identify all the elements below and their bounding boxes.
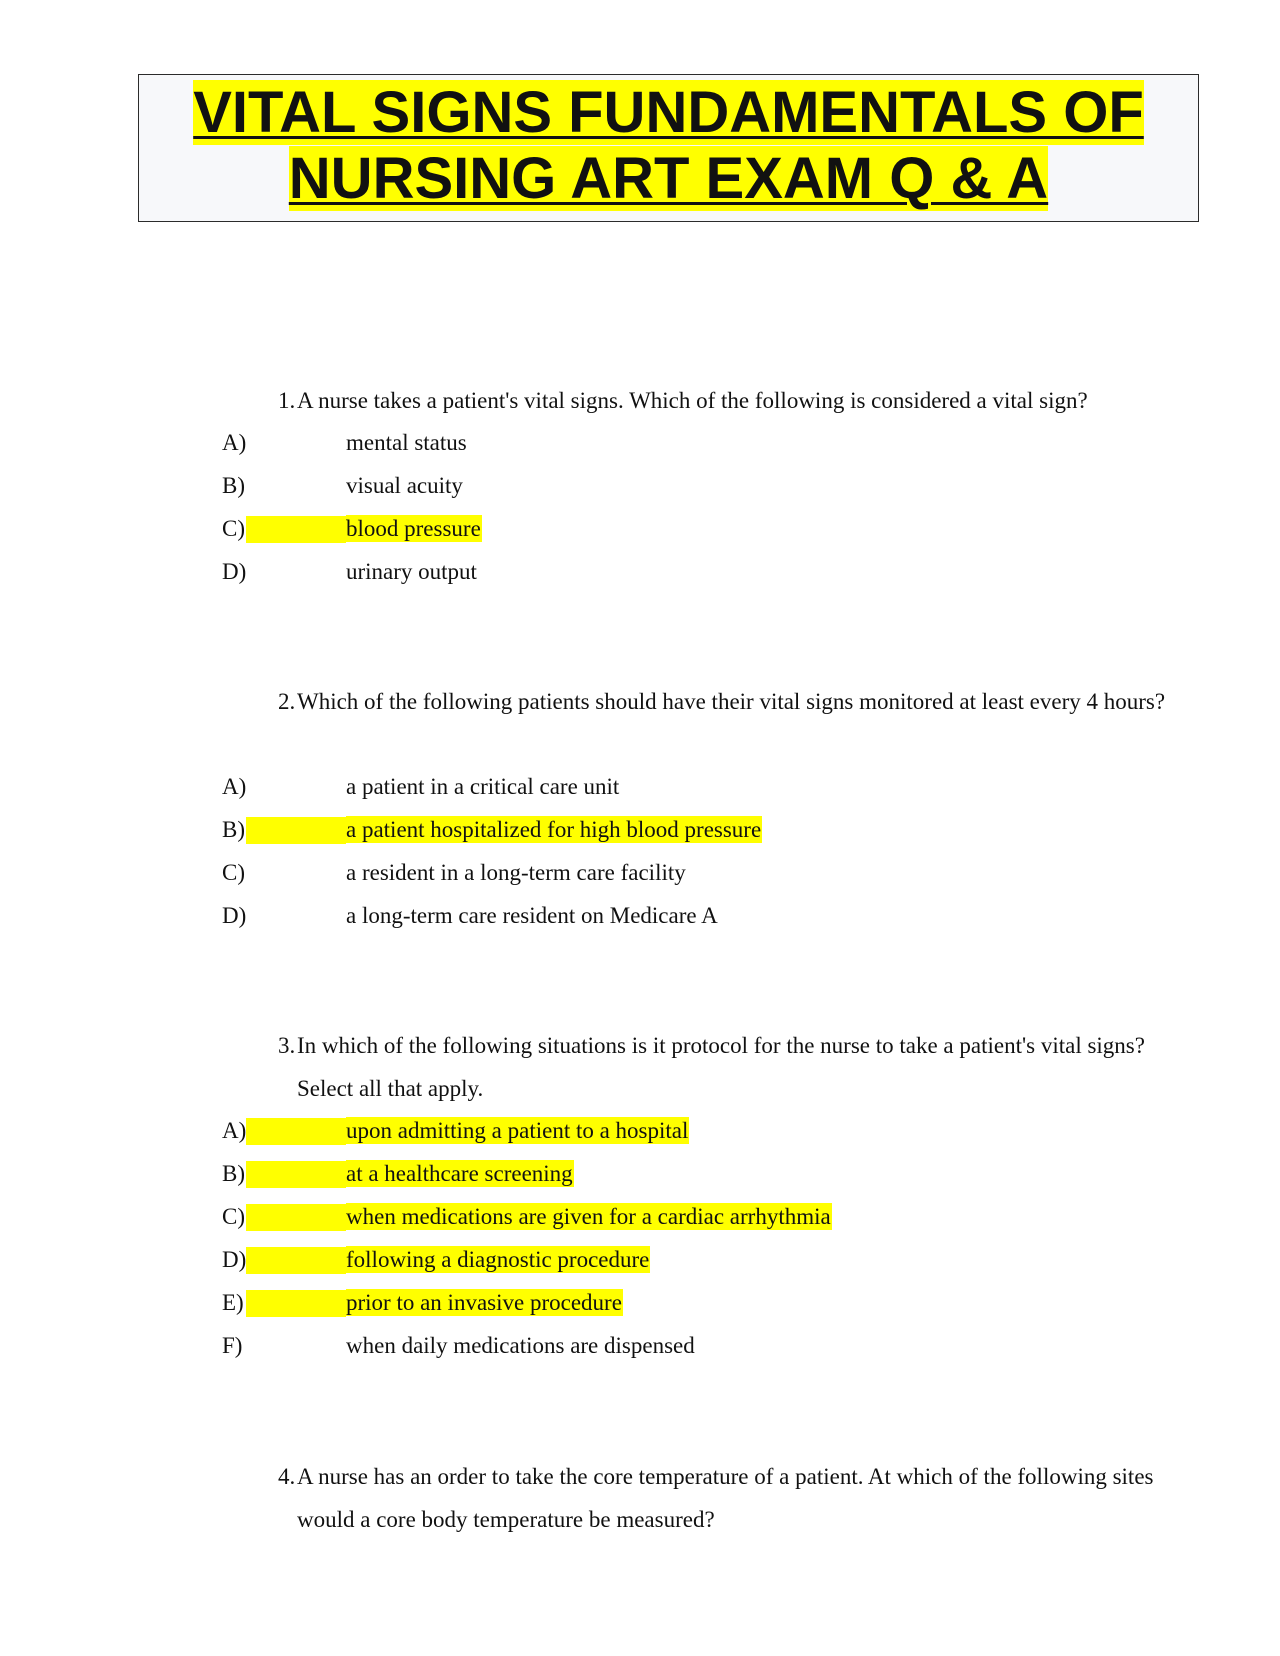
question-2-option-c (0, 851, 1280, 894)
option-letter: E) (222, 1281, 244, 1324)
question-2-option-b-answer (0, 808, 1280, 851)
question-3-option-c-answer (0, 1195, 1280, 1238)
question-1-option-b (0, 464, 1280, 507)
option-letter: B) (222, 808, 245, 851)
document-title-line-1: VITAL SIGNS FUNDAMENTALS OF (193, 80, 1144, 145)
document-title-line-2: NURSING ART EXAM Q & A (288, 146, 1049, 211)
question-2-text (278, 680, 1188, 723)
question-1-text (278, 379, 1188, 422)
question-3-option-a-answer (0, 1109, 1280, 1152)
question-number: 4. (278, 1464, 296, 1489)
question-prompt: In which of the following situations is it protocol for the nurse to take a patient's vital signs? Select all that apply. (297, 1033, 1145, 1101)
option-text: upon admitting a patient to a hospital (346, 1118, 689, 1143)
option-letter: B) (222, 1152, 245, 1195)
question-3-option-d-answer (0, 1238, 1280, 1281)
option-letter: F) (222, 1333, 243, 1358)
option-letter: C) (222, 860, 245, 885)
option-letter: A) (222, 430, 247, 455)
option-text: when medications are given for a cardiac arrhythmia (346, 1204, 831, 1229)
question-1-option-d (0, 550, 1280, 593)
option-text: mental status (346, 430, 467, 455)
option-text: prior to an invasive procedure (346, 1290, 622, 1315)
question-3-option-b-answer (0, 1152, 1280, 1195)
document-title-box (138, 74, 1199, 222)
option-text: at a healthcare screening (346, 1161, 573, 1186)
question-prompt: A nurse has an order to take the core temperature of a patient. At which of the following sites would a core body temperature be measured? (297, 1464, 1154, 1532)
option-letter: D) (222, 559, 247, 584)
option-text: a patient in a critical care unit (346, 774, 620, 799)
question-2-option-a (0, 765, 1280, 808)
option-letter: C) (222, 507, 245, 550)
question-number: 1. (278, 388, 296, 413)
option-letter: D) (222, 1238, 246, 1281)
option-letter: A) (222, 774, 247, 799)
question-3-option-e-answer (0, 1281, 1280, 1324)
question-prompt: Which of the following patients should have their vital signs monitored at least every 4 hours? (297, 689, 1166, 714)
question-2-option-d (0, 894, 1280, 937)
option-text: when daily medications are dispensed (346, 1333, 695, 1358)
question-prompt: A nurse takes a patient's vital signs. Which of the following is considered a vital sign? (297, 388, 1088, 413)
question-1-option-c-answer (0, 507, 1280, 550)
question-3-text (278, 1024, 1188, 1110)
question-number: 3. (278, 1033, 296, 1058)
option-letter: B) (222, 473, 245, 498)
option-text: a long-term care resident on Medicare A (346, 903, 718, 928)
option-text: a patient hospitalized for high blood pressure (346, 817, 762, 842)
option-text: urinary output (346, 559, 477, 584)
option-letter: A) (222, 1109, 246, 1152)
question-1-option-a (0, 421, 1280, 464)
option-text: visual acuity (346, 473, 463, 498)
option-letter: D) (222, 903, 247, 928)
option-text: following a diagnostic procedure (346, 1247, 650, 1272)
question-number: 2. (278, 689, 296, 714)
question-3-option-f (0, 1324, 1280, 1367)
question-4-text (278, 1455, 1188, 1541)
option-letter: C) (222, 1195, 245, 1238)
option-text: a resident in a long-term care facility (346, 860, 686, 885)
option-text: blood pressure (346, 516, 481, 541)
